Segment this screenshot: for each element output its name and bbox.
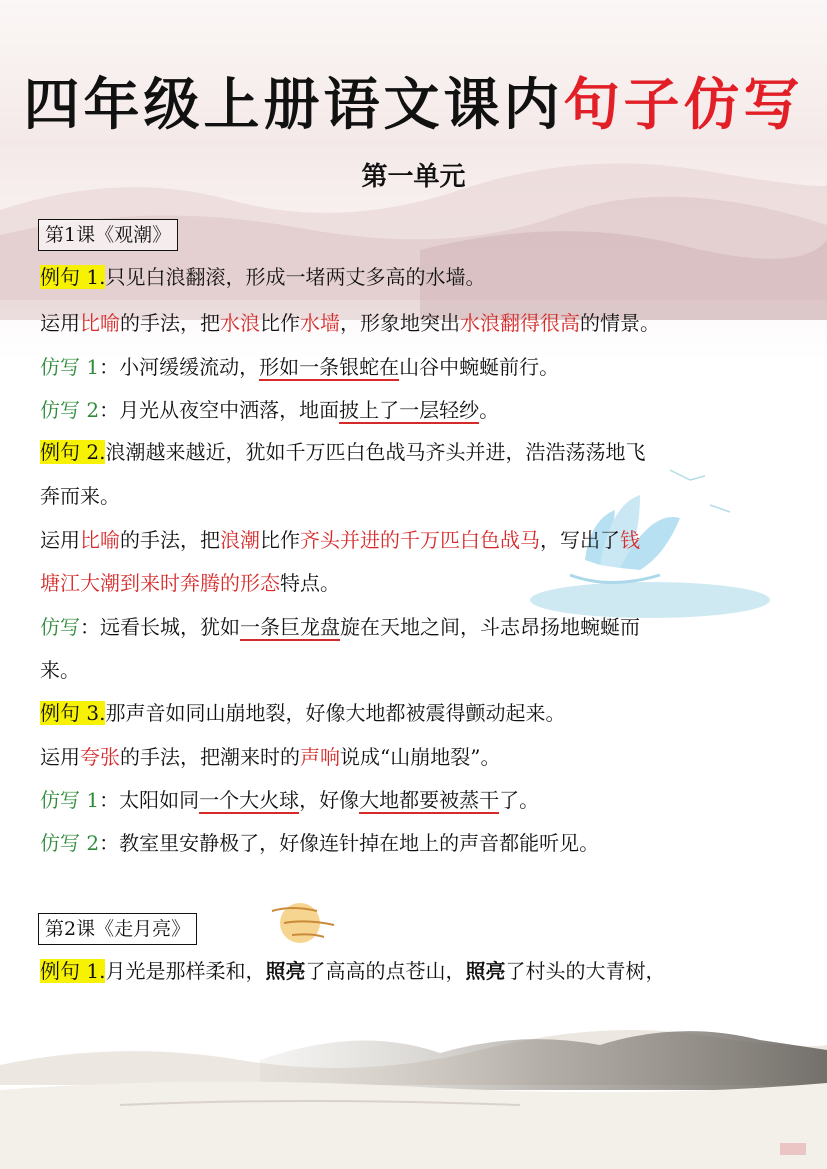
lesson-1-imitation-3: 仿写：远看长城，犹如一条巨龙盘旋在天地之间，斗志昂扬地蜿蜒而: [40, 615, 640, 639]
lesson-2-header: 第2课《走月亮》: [38, 913, 197, 945]
lesson-1-example-1: 例句 1.只见白浪翻滚，形成一堵两丈多高的水墙。: [40, 265, 486, 289]
lesson-1-analysis-1: 运用比喻的手法，把水浪比作水墙，形象地突出水浪翻得很高的情景。: [40, 311, 660, 335]
lesson-1-analysis-2-cont: 塘江大潮到来时奔腾的形态特点。: [40, 571, 340, 595]
lesson-1-imitation-1: 仿写 1：小河缓缓流动，形如一条银蛇在山谷中蜿蜒前行。: [40, 355, 560, 379]
lesson-1-header: 第1课《观潮》: [38, 219, 178, 251]
lesson-1-analysis-3: 运用夸张的手法，把潮来时的声响说成“山崩地裂”。: [40, 745, 501, 769]
lesson-1-imitation-4: 仿写 1：太阳如同一个大火球，好像大地都要被蒸干了。: [40, 788, 540, 812]
page-title: 四年级上册语文课内句子仿写: [23, 73, 804, 138]
lesson-1-imitation-3-cont: 来。: [40, 658, 80, 682]
lesson-2-example-1: 例句 1.月光是那样柔和，照亮了高高的点苍山，照亮了村头的大青树，: [40, 959, 666, 983]
unit-heading: 第一单元: [361, 162, 466, 192]
ink-landscape-illustration: [0, 1005, 827, 1169]
lesson-1-imitation-2: 仿写 2：月光从夜空中洒落，地面披上了一层轻纱。: [40, 398, 500, 422]
lesson-1-example-2-cont: 奔而来。: [40, 484, 120, 508]
lesson-1-analysis-2: 运用比喻的手法，把浪潮比作齐头并进的千万匹白色战马，写出了钱: [40, 528, 640, 552]
lesson-1-example-2: 例句 2.浪潮越来越近，犹如千万匹白色战马齐头并进，浩浩荡荡地飞: [40, 440, 646, 464]
lesson-1-example-3: 例句 3.那声音如同山崩地裂，好像大地都被震得颤动起来。: [40, 701, 566, 725]
lesson-1-imitation-5: 仿写 2：教室里安静极了，好像连针掉在地上的声音都能听见。: [40, 831, 600, 855]
moon-cloud-icon: [262, 893, 342, 949]
